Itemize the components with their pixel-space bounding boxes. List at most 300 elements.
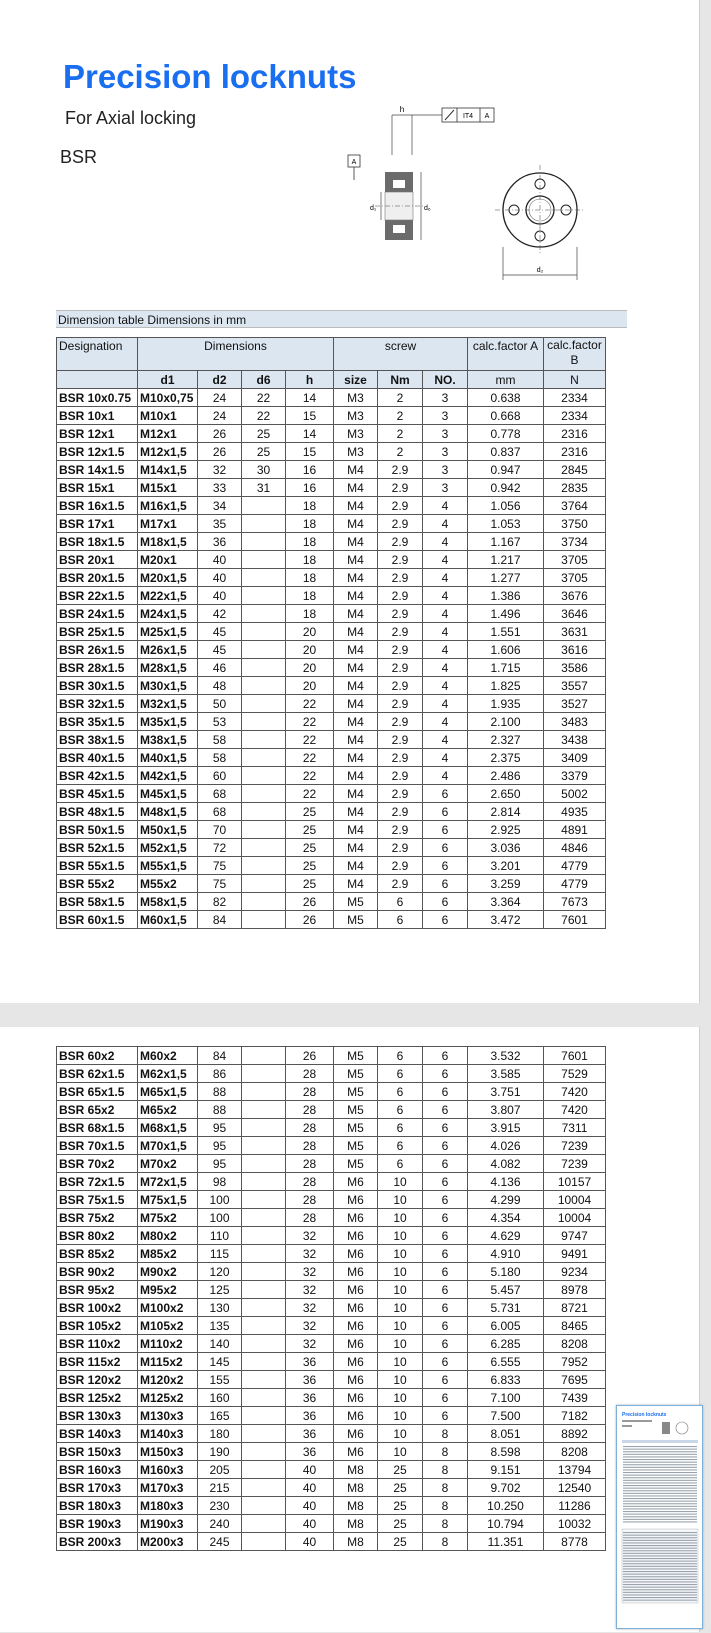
cell-torque-nm: 2.9 <box>378 587 423 605</box>
document-page-2 <box>0 1027 700 1632</box>
cell-screw-count: 4 <box>423 497 468 515</box>
cell-screw-size: M5 <box>334 1101 378 1119</box>
cell-torque-nm: 2.9 <box>378 713 423 731</box>
cell-screw-count: 4 <box>423 569 468 587</box>
cell-d2: 58 <box>198 749 242 767</box>
subheader-unit-b: N <box>544 371 606 389</box>
cell-designation: BSR 28x1.5 <box>57 659 138 677</box>
cell-torque-nm: 2.9 <box>378 839 423 857</box>
cell-h: 28 <box>286 1065 334 1083</box>
cell-designation: BSR 75x2 <box>57 1209 138 1227</box>
thumbnail-title: Precision locknuts <box>622 1412 667 1418</box>
cell-screw-count: 6 <box>423 1047 468 1065</box>
cell-screw-size: M8 <box>334 1533 378 1551</box>
cell-screw-count: 6 <box>423 1173 468 1191</box>
thumbnail-row-line <box>623 1584 697 1585</box>
table-row <box>57 893 606 911</box>
cell-thread-d1: M60x2 <box>138 1047 198 1065</box>
cell-screw-count: 4 <box>423 713 468 731</box>
cell-d2: 100 <box>198 1209 242 1227</box>
table-row <box>57 389 606 407</box>
thumbnail-row-line <box>623 1600 697 1601</box>
cell-d2: 215 <box>198 1479 242 1497</box>
label-datum-frame: A <box>484 113 490 120</box>
table-row <box>57 1497 606 1515</box>
cell-h: 25 <box>286 839 334 857</box>
thumbnail-row-line <box>623 1548 697 1549</box>
cell-torque-nm: 6 <box>378 1137 423 1155</box>
cell-thread-d1: M140x3 <box>138 1425 198 1443</box>
cell-h: 22 <box>286 713 334 731</box>
table-row <box>57 569 606 587</box>
cell-calc-factor-a: 0.668 <box>468 407 544 425</box>
label-d6: d₆ <box>424 205 431 212</box>
cell-calc-factor-b: 3734 <box>544 533 606 551</box>
cell-screw-size: M4 <box>334 551 378 569</box>
cell-calc-factor-a: 1.606 <box>468 641 544 659</box>
cell-d6 <box>242 695 286 713</box>
cell-d6 <box>242 569 286 587</box>
cell-screw-size: M6 <box>334 1371 378 1389</box>
cell-torque-nm: 2.9 <box>378 731 423 749</box>
cell-screw-size: M5 <box>334 1065 378 1083</box>
cell-calc-factor-b: 8721 <box>544 1299 606 1317</box>
table-row <box>57 1515 606 1533</box>
cell-h: 18 <box>286 551 334 569</box>
cell-calc-factor-b: 10004 <box>544 1209 606 1227</box>
cell-h: 16 <box>286 461 334 479</box>
cell-designation: BSR 65x1.5 <box>57 1083 138 1101</box>
cell-calc-factor-a: 2.650 <box>468 785 544 803</box>
cell-calc-factor-a: 2.814 <box>468 803 544 821</box>
cell-screw-count: 6 <box>423 821 468 839</box>
cell-calc-factor-a: 1.167 <box>468 533 544 551</box>
cell-calc-factor-a: 2.486 <box>468 767 544 785</box>
cell-d2: 75 <box>198 857 242 875</box>
cell-torque-nm: 10 <box>378 1227 423 1245</box>
cell-thread-d1: M160x3 <box>138 1461 198 1479</box>
table-row <box>57 1047 606 1065</box>
cell-d2: 190 <box>198 1443 242 1461</box>
cell-screw-size: M4 <box>334 659 378 677</box>
thumbnail-row-line <box>623 1506 697 1507</box>
cell-torque-nm: 6 <box>378 911 423 929</box>
cell-thread-d1: M12x1 <box>138 425 198 443</box>
cell-h: 18 <box>286 497 334 515</box>
cell-d6 <box>242 821 286 839</box>
cell-d6 <box>242 857 286 875</box>
cell-h: 25 <box>286 803 334 821</box>
cell-designation: BSR 15x1 <box>57 479 138 497</box>
cell-calc-factor-a: 1.053 <box>468 515 544 533</box>
cell-calc-factor-a: 3.751 <box>468 1083 544 1101</box>
cell-calc-factor-b: 3557 <box>544 677 606 695</box>
cell-d6 <box>242 1479 286 1497</box>
cell-d6 <box>242 1245 286 1263</box>
cell-screw-size: M3 <box>334 425 378 443</box>
cell-d6 <box>242 1515 286 1533</box>
table-caption: Dimension table Dimensions in mm <box>56 310 627 328</box>
cell-designation: BSR 17x1 <box>57 515 138 533</box>
table-row <box>57 1371 606 1389</box>
table-sub-header-row <box>57 371 606 389</box>
thumbnail-row-line <box>623 1579 697 1580</box>
cell-screw-size: M4 <box>334 767 378 785</box>
cell-calc-factor-b: 2835 <box>544 479 606 497</box>
cell-designation: BSR 95x2 <box>57 1281 138 1299</box>
table-row <box>57 785 606 803</box>
thumbnail-row-line <box>623 1451 697 1452</box>
cell-torque-nm: 10 <box>378 1335 423 1353</box>
cell-calc-factor-a: 3.532 <box>468 1047 544 1065</box>
cell-screw-size: M4 <box>334 515 378 533</box>
cell-screw-count: 6 <box>423 1101 468 1119</box>
cell-h: 28 <box>286 1083 334 1101</box>
cell-designation: BSR 20x1 <box>57 551 138 569</box>
cell-screw-size: M6 <box>334 1317 378 1335</box>
cell-screw-count: 6 <box>423 1137 468 1155</box>
cell-d6: 25 <box>242 443 286 461</box>
cell-calc-factor-b: 3631 <box>544 623 606 641</box>
cell-d2: 70 <box>198 821 242 839</box>
cell-d6 <box>242 1119 286 1137</box>
cell-screw-count: 6 <box>423 1281 468 1299</box>
cell-d2: 26 <box>198 443 242 461</box>
cell-screw-size: M5 <box>334 1155 378 1173</box>
cell-torque-nm: 2 <box>378 425 423 443</box>
thumbnail-row-line <box>623 1456 697 1457</box>
cell-screw-count: 6 <box>423 839 468 857</box>
cell-calc-factor-a: 6.285 <box>468 1335 544 1353</box>
cell-screw-count: 6 <box>423 1065 468 1083</box>
table-row <box>57 695 606 713</box>
page-title: Precision locknuts <box>63 58 357 95</box>
cell-thread-d1: M58x1,5 <box>138 893 198 911</box>
thumbnail-row-line <box>623 1563 697 1564</box>
cell-thread-d1: M105x2 <box>138 1317 198 1335</box>
table-row <box>57 515 606 533</box>
cell-calc-factor-b: 3527 <box>544 695 606 713</box>
cell-calc-factor-b: 7529 <box>544 1065 606 1083</box>
cell-designation: BSR 48x1.5 <box>57 803 138 821</box>
header-calc-factor-b: calc.factor B <box>544 338 606 371</box>
page-thumbnail-preview[interactable] <box>616 1405 703 1629</box>
table-row <box>57 641 606 659</box>
cell-d2: 245 <box>198 1533 242 1551</box>
cell-calc-factor-a: 6.555 <box>468 1353 544 1371</box>
table-row <box>57 857 606 875</box>
cell-h: 36 <box>286 1443 334 1461</box>
table-row <box>57 605 606 623</box>
thumbnail-row-line <box>623 1553 697 1554</box>
cell-designation: BSR 75x1.5 <box>57 1191 138 1209</box>
cell-torque-nm: 2.9 <box>378 785 423 803</box>
thumbnail-graphic <box>617 1406 702 1628</box>
cell-d2: 40 <box>198 551 242 569</box>
cell-torque-nm: 10 <box>378 1389 423 1407</box>
cell-calc-factor-a: 9.151 <box>468 1461 544 1479</box>
cell-calc-factor-a: 0.942 <box>468 479 544 497</box>
cell-thread-d1: M100x2 <box>138 1299 198 1317</box>
cell-h: 28 <box>286 1191 334 1209</box>
cell-designation: BSR 70x1.5 <box>57 1137 138 1155</box>
cell-screw-size: M3 <box>334 443 378 461</box>
cell-calc-factor-b: 3705 <box>544 569 606 587</box>
cell-calc-factor-a: 3.915 <box>468 1119 544 1137</box>
cell-screw-size: M6 <box>334 1353 378 1371</box>
table-row <box>57 911 606 929</box>
cell-thread-d1: M72x1,5 <box>138 1173 198 1191</box>
cell-torque-nm: 10 <box>378 1371 423 1389</box>
cell-screw-size: M5 <box>334 1083 378 1101</box>
cell-designation: BSR 180x3 <box>57 1497 138 1515</box>
cell-thread-d1: M48x1,5 <box>138 803 198 821</box>
cell-designation: BSR 30x1.5 <box>57 677 138 695</box>
thumbnail-row-line <box>623 1589 697 1590</box>
cell-h: 20 <box>286 641 334 659</box>
cell-d2: 84 <box>198 911 242 929</box>
cell-d6 <box>242 1209 286 1227</box>
cell-screw-size: M4 <box>334 731 378 749</box>
thumbnail-row-line <box>623 1488 697 1489</box>
locknut-technical-drawing <box>345 100 610 300</box>
cell-calc-factor-b: 7952 <box>544 1353 606 1371</box>
cell-d6 <box>242 1065 286 1083</box>
cell-screw-size: M6 <box>334 1245 378 1263</box>
cell-screw-count: 3 <box>423 461 468 479</box>
cell-d6 <box>242 1533 286 1551</box>
cell-h: 18 <box>286 605 334 623</box>
cell-screw-size: M4 <box>334 785 378 803</box>
thumbnail-row-line <box>623 1521 697 1522</box>
cell-d2: 68 <box>198 803 242 821</box>
cell-d2: 130 <box>198 1299 242 1317</box>
cell-designation: BSR 18x1.5 <box>57 533 138 551</box>
cell-torque-nm: 2.9 <box>378 623 423 641</box>
cell-thread-d1: M125x2 <box>138 1389 198 1407</box>
cell-calc-factor-a: 1.715 <box>468 659 544 677</box>
cell-thread-d1: M180x3 <box>138 1497 198 1515</box>
cell-designation: BSR 190x3 <box>57 1515 138 1533</box>
cell-screw-count: 6 <box>423 875 468 893</box>
cell-screw-size: M4 <box>334 713 378 731</box>
cell-d2: 88 <box>198 1083 242 1101</box>
cell-torque-nm: 2.9 <box>378 767 423 785</box>
cell-screw-size: M6 <box>334 1263 378 1281</box>
cell-calc-factor-a: 0.837 <box>468 443 544 461</box>
table-row <box>57 1137 606 1155</box>
cell-h: 14 <box>286 425 334 443</box>
cell-calc-factor-a: 1.825 <box>468 677 544 695</box>
cell-thread-d1: M60x1,5 <box>138 911 198 929</box>
cell-calc-factor-b: 3705 <box>544 551 606 569</box>
cell-torque-nm: 6 <box>378 1155 423 1173</box>
cell-d2: 95 <box>198 1155 242 1173</box>
table-row <box>57 1245 606 1263</box>
cell-screw-size: M6 <box>334 1209 378 1227</box>
cell-h: 40 <box>286 1479 334 1497</box>
cell-thread-d1: M110x2 <box>138 1335 198 1353</box>
cell-d6 <box>242 1443 286 1461</box>
cell-designation: BSR 60x2 <box>57 1047 138 1065</box>
cell-d2: 40 <box>198 569 242 587</box>
cell-d6 <box>242 605 286 623</box>
cell-h: 28 <box>286 1101 334 1119</box>
cell-d2: 140 <box>198 1335 242 1353</box>
cell-designation: BSR 72x1.5 <box>57 1173 138 1191</box>
thumbnail-row-line <box>623 1469 697 1470</box>
table-row <box>57 1101 606 1119</box>
cell-thread-d1: M55x1,5 <box>138 857 198 875</box>
cell-d6 <box>242 1461 286 1479</box>
cell-screw-count: 4 <box>423 767 468 785</box>
cell-h: 36 <box>286 1407 334 1425</box>
cell-d2: 46 <box>198 659 242 677</box>
cell-d6 <box>242 1083 286 1101</box>
cell-d6: 22 <box>242 389 286 407</box>
cell-d2: 88 <box>198 1101 242 1119</box>
cell-d2: 45 <box>198 623 242 641</box>
cell-torque-nm: 25 <box>378 1461 423 1479</box>
cell-torque-nm: 10 <box>378 1209 423 1227</box>
cell-thread-d1: M20x1,5 <box>138 569 198 587</box>
table-row <box>57 659 606 677</box>
thumbnail-row-line <box>623 1540 697 1541</box>
cell-torque-nm: 10 <box>378 1425 423 1443</box>
cell-thread-d1: M65x1,5 <box>138 1083 198 1101</box>
table-row <box>57 623 606 641</box>
cell-thread-d1: M15x1 <box>138 479 198 497</box>
cell-torque-nm: 2.9 <box>378 821 423 839</box>
cell-torque-nm: 10 <box>378 1263 423 1281</box>
cell-d6 <box>242 533 286 551</box>
cell-d6 <box>242 803 286 821</box>
cell-designation: BSR 105x2 <box>57 1317 138 1335</box>
cell-h: 25 <box>286 857 334 875</box>
cell-calc-factor-a: 4.910 <box>468 1245 544 1263</box>
cell-h: 32 <box>286 1281 334 1299</box>
cell-calc-factor-a: 2.100 <box>468 713 544 731</box>
cell-thread-d1: M10x0,75 <box>138 389 198 407</box>
cell-d6 <box>242 731 286 749</box>
cell-calc-factor-b: 3409 <box>544 749 606 767</box>
cell-screw-size: M5 <box>334 1047 378 1065</box>
cell-calc-factor-a: 3.585 <box>468 1065 544 1083</box>
subheader-h: h <box>286 371 334 389</box>
cell-calc-factor-b: 10157 <box>544 1173 606 1191</box>
thumbnail-row-line <box>623 1542 697 1543</box>
cell-d6 <box>242 893 286 911</box>
cell-calc-factor-b: 3438 <box>544 731 606 749</box>
cell-thread-d1: M190x3 <box>138 1515 198 1533</box>
cell-torque-nm: 2.9 <box>378 659 423 677</box>
table-row <box>57 1065 606 1083</box>
cell-torque-nm: 10 <box>378 1443 423 1461</box>
cell-calc-factor-b: 4779 <box>544 857 606 875</box>
cell-torque-nm: 2.9 <box>378 479 423 497</box>
cell-screw-count: 4 <box>423 659 468 677</box>
cell-d2: 205 <box>198 1461 242 1479</box>
cell-screw-size: M4 <box>334 605 378 623</box>
table-row <box>57 713 606 731</box>
cell-d6 <box>242 551 286 569</box>
thumbnail-row-line <box>623 1472 697 1473</box>
cell-designation: BSR 20x1.5 <box>57 569 138 587</box>
cell-screw-size: M6 <box>334 1227 378 1245</box>
cell-screw-count: 3 <box>423 407 468 425</box>
cell-h: 28 <box>286 1155 334 1173</box>
cell-d2: 58 <box>198 731 242 749</box>
table-row <box>57 1479 606 1497</box>
cell-screw-size: M4 <box>334 533 378 551</box>
cell-thread-d1: M65x2 <box>138 1101 198 1119</box>
cell-d2: 155 <box>198 1371 242 1389</box>
table-row <box>57 749 606 767</box>
cell-calc-factor-a: 3.036 <box>468 839 544 857</box>
label-tolerance: IT4 <box>462 113 474 120</box>
cell-thread-d1: M24x1,5 <box>138 605 198 623</box>
cell-d2: 34 <box>198 497 242 515</box>
cell-calc-factor-b: 7439 <box>544 1389 606 1407</box>
cell-screw-size: M4 <box>334 821 378 839</box>
cell-designation: BSR 24x1.5 <box>57 605 138 623</box>
cell-screw-count: 6 <box>423 1227 468 1245</box>
cell-designation: BSR 130x3 <box>57 1407 138 1425</box>
cell-d6 <box>242 1281 286 1299</box>
cell-thread-d1: M170x3 <box>138 1479 198 1497</box>
cell-calc-factor-b: 4891 <box>544 821 606 839</box>
cell-calc-factor-a: 3.259 <box>468 875 544 893</box>
thumbnail-row-line <box>623 1537 697 1538</box>
cell-h: 22 <box>286 749 334 767</box>
cell-calc-factor-b: 8892 <box>544 1425 606 1443</box>
thumbnail-row-line <box>623 1545 697 1546</box>
cell-screw-count: 8 <box>423 1533 468 1551</box>
thumbnail-row-line <box>623 1490 697 1491</box>
cell-screw-size: M3 <box>334 389 378 407</box>
cell-screw-size: M8 <box>334 1515 378 1533</box>
cell-designation: BSR 14x1.5 <box>57 461 138 479</box>
cell-screw-count: 6 <box>423 1263 468 1281</box>
table-row <box>57 551 606 569</box>
cell-torque-nm: 10 <box>378 1299 423 1317</box>
table-row <box>57 533 606 551</box>
cell-torque-nm: 10 <box>378 1281 423 1299</box>
cell-screw-count: 8 <box>423 1497 468 1515</box>
table-row <box>57 1425 606 1443</box>
thumbnail-row-line <box>623 1493 697 1494</box>
cell-calc-factor-b: 7311 <box>544 1119 606 1137</box>
thumbnail-row-line <box>623 1555 697 1556</box>
cell-d2: 135 <box>198 1317 242 1335</box>
table-row <box>57 821 606 839</box>
cell-h: 25 <box>286 875 334 893</box>
cell-calc-factor-b: 7695 <box>544 1371 606 1389</box>
cell-thread-d1: M38x1,5 <box>138 731 198 749</box>
cell-screw-size: M4 <box>334 695 378 713</box>
cell-screw-count: 4 <box>423 551 468 569</box>
cell-h: 20 <box>286 659 334 677</box>
cell-screw-size: M3 <box>334 407 378 425</box>
thumbnail-row-line <box>623 1508 697 1509</box>
cell-designation: BSR 22x1.5 <box>57 587 138 605</box>
cell-thread-d1: M35x1,5 <box>138 713 198 731</box>
cell-d2: 125 <box>198 1281 242 1299</box>
table-row <box>57 677 606 695</box>
cell-designation: BSR 10x1 <box>57 407 138 425</box>
cell-calc-factor-b: 7182 <box>544 1407 606 1425</box>
table-row <box>57 587 606 605</box>
